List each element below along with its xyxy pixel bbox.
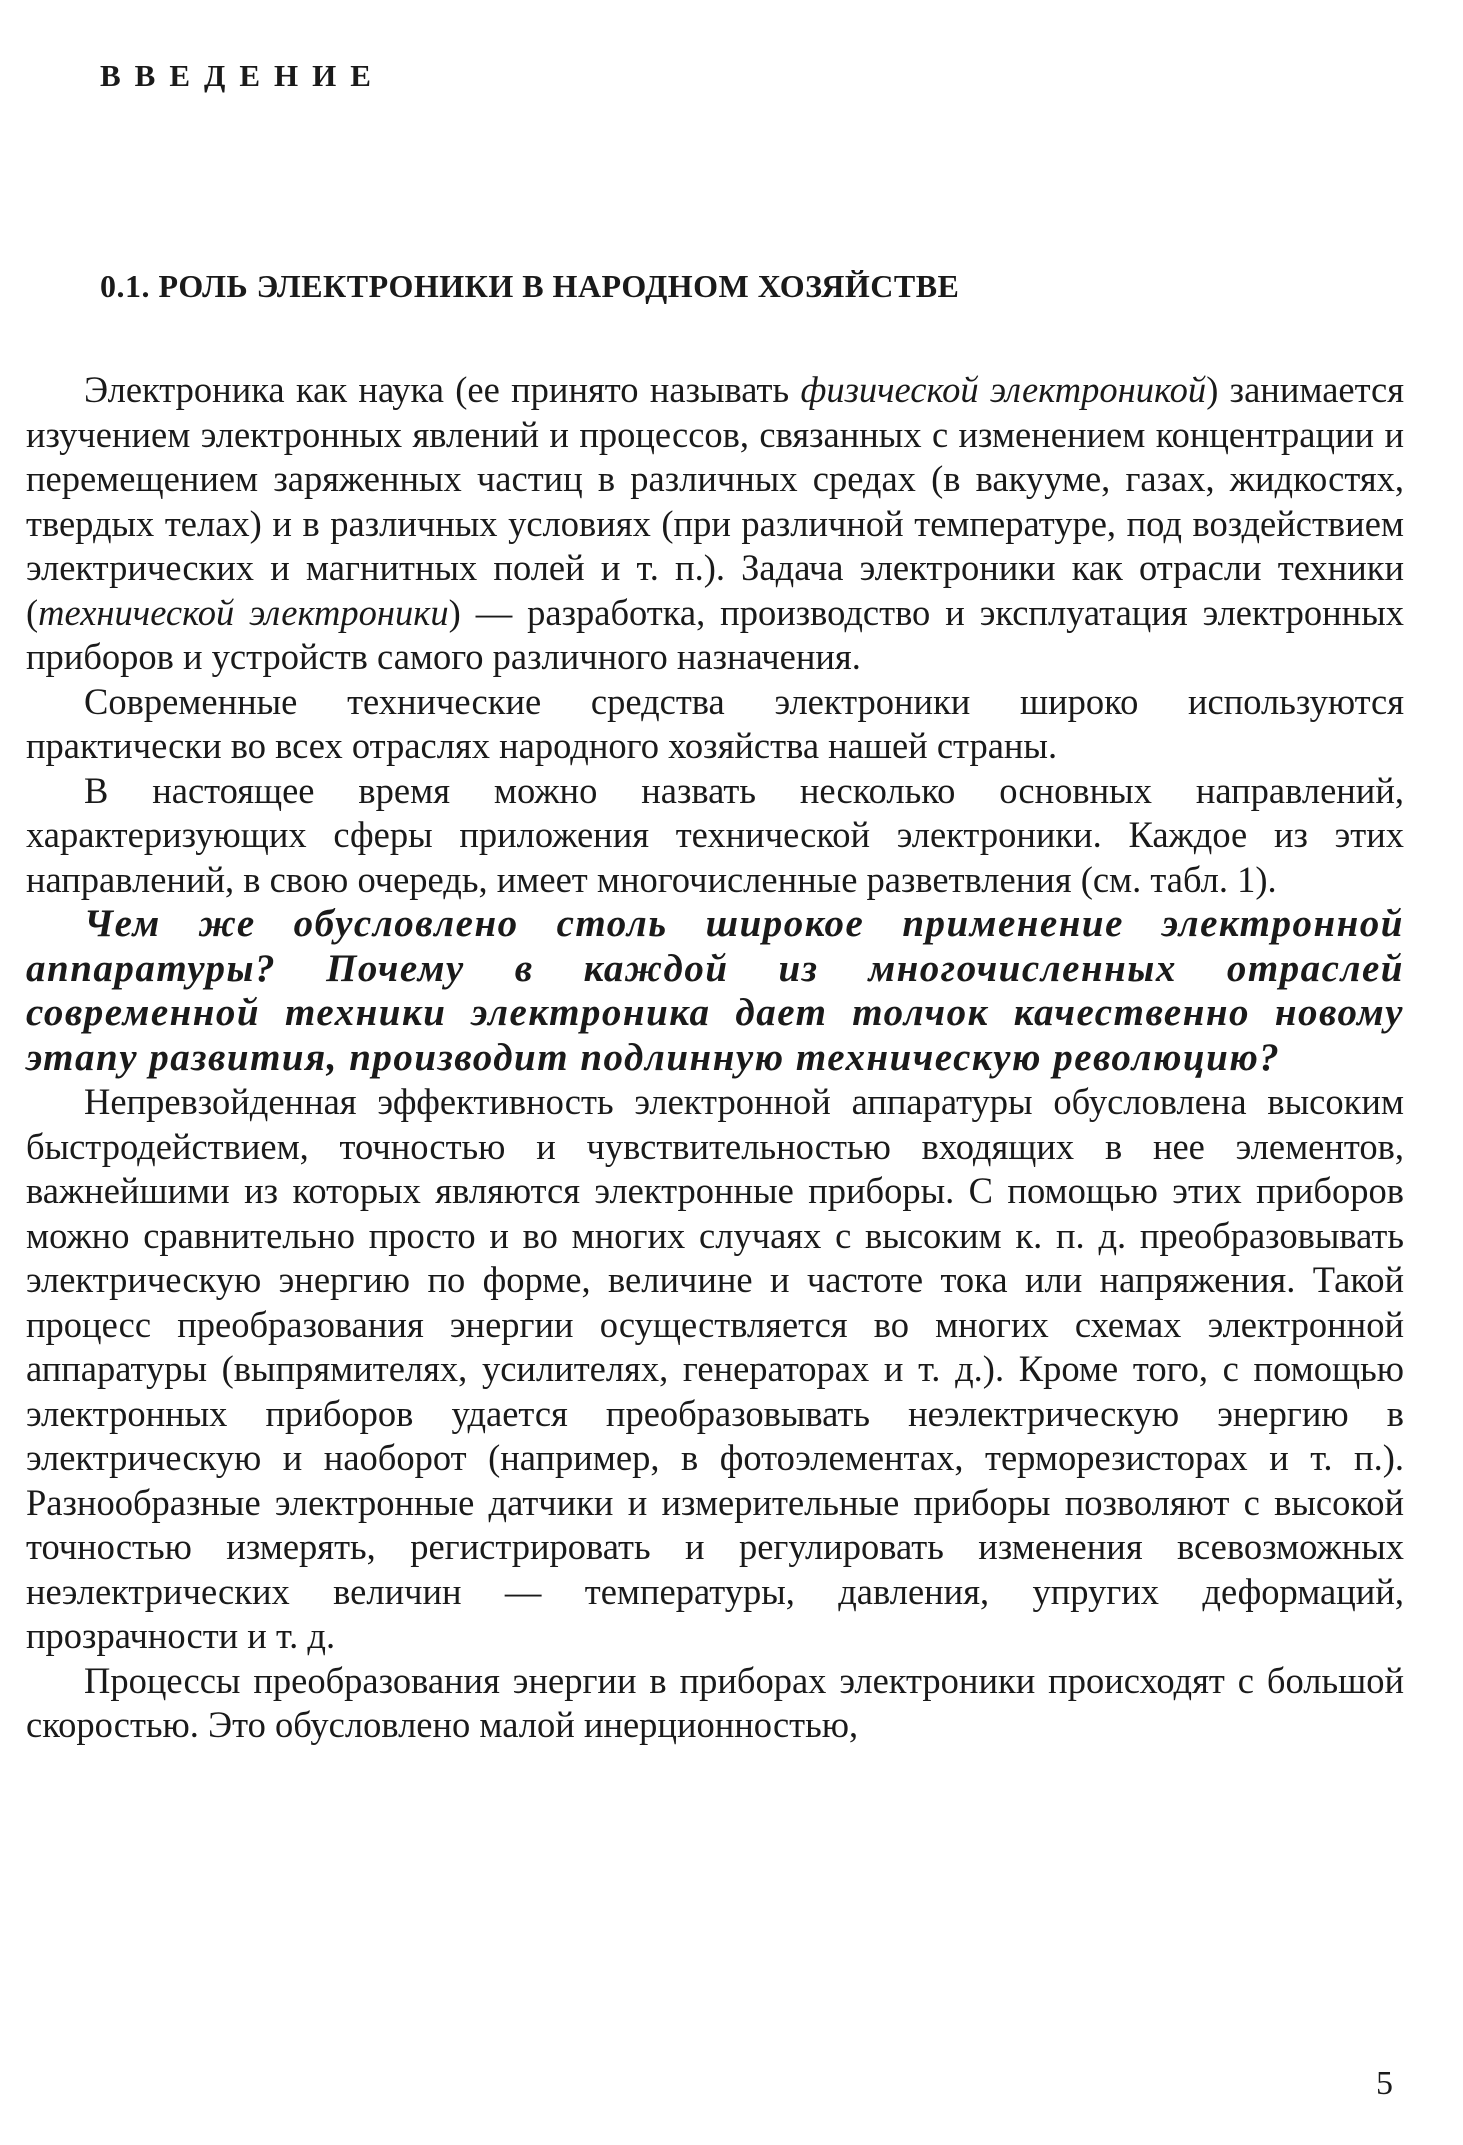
chapter-heading: ВВЕДЕНИЕ	[100, 58, 385, 93]
term-physical-electronics: физической электроникой	[800, 369, 1207, 410]
paragraph-1-part-c: ) — разработка, производство и эксплуатация электронных приборов и устройств самого различного назначения.	[26, 591, 1404, 677]
paragraph-3: В настоящее время можно назвать несколько основных направлений, характеризующих сферы приложения технической электроники. Каждое из этих направлений, в свою очередь, имеет многочисленные разветвления (см. табл. 1).	[26, 769, 1404, 900]
paragraph-2: Современные технические средства электроники широко используются практически во всех отраслях народного хозяйства нашей страны.	[26, 680, 1404, 766]
paragraph-5: Непревзойденная эффективность электронной аппаратуры обусловлена высоким быстродействием, точностью и чувствительностью входящих в нее элементов, важнейшими из которых являются электронные приборы. С помощью этих приборов можно сравнительно просто и во многих случаях с высоким к. п. д. преобразовывать электрическую энергию по форме, величине и частоте тока или напряжения. Такой процесс преобразования энергии осуществляется во многих схемах электронной аппаратуры (выпрямителях, усилителях, генераторах и т. д.). Кроме того, с помощью электронных приборов удается преобразовывать неэлектрическую энергию в электрическую и наоборот (например, в фотоэлементах, терморезисторах и т. п.). Разнообразные электронные датчики и измерительные приборы позволяют с высокой точностью измерять, регистрировать и регулировать изменения всевозможных неэлектрических величин — температуры, давления, упругих деформаций, прозрачности и т. д.	[26, 1081, 1404, 1656]
page-number: 5	[1376, 2065, 1393, 2102]
paragraph-1-part-a: Электроника как наука (ее принято называть	[84, 369, 801, 410]
term-technical-electronics: технической электроники	[38, 591, 449, 633]
paragraph-1-part-b: ) занимается изучением электронных явлений и процессов, связанных с изменением концентрации и перемещением заряженных частиц в различных средах (в вакууме, газах, жидкостях, твердых телах) и в различных условиях (при различной температуре, под воздействием электрических и магнитных полей и т. п.). Задача электроники как отрасли техники (	[26, 369, 1404, 633]
section-heading: 0.1. РОЛЬ ЭЛЕКТРОНИКИ В НАРОДНОМ ХОЗЯЙСТВЕ	[100, 268, 960, 304]
body-text	[26, 368, 1404, 1748]
paragraph-1	[26, 368, 1404, 680]
paragraph-6: Процессы преобразования энергии в приборах электроники происходят с большой скоростью. Это обусловлено малой инерционностью,	[26, 1659, 1404, 1745]
question-paragraph: Чем же обусловлено столь широкое применение электронной аппаратуры? Почему в каждой из многочисленных отраслей современной техники электроника дает толчок качественно новому этапу развития, производит подлинную техническую революцию?	[26, 902, 1404, 1079]
